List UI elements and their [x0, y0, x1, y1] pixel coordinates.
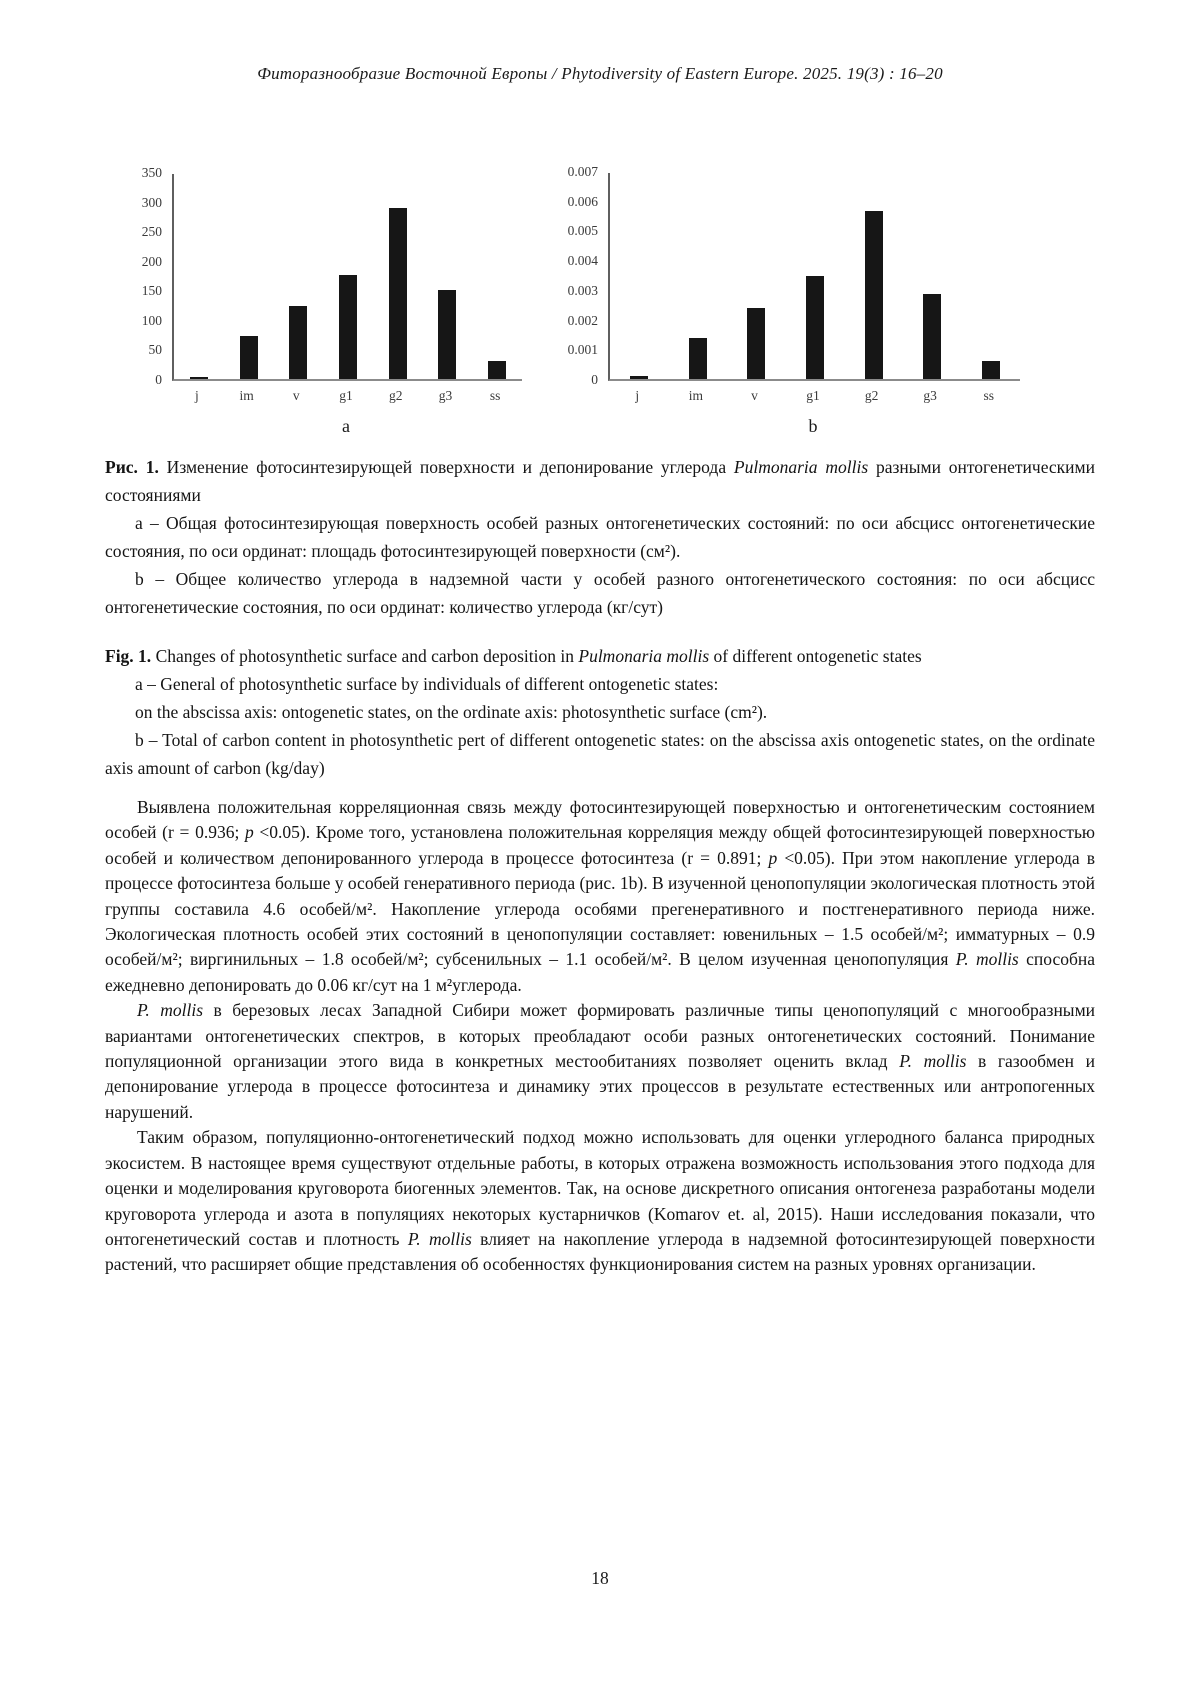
y-tick-label-150: 150: [141, 283, 162, 299]
x-tick-label-im: im: [239, 388, 254, 403]
x-tick-label-v: v: [292, 388, 300, 403]
bar-im: [240, 336, 258, 379]
bar-slot-g2: [844, 173, 903, 379]
bar-g2: [389, 208, 407, 379]
caption-ru-item-a: а – Общая фотосинтезирующая поверхность особей разных онтогенетических состояний: по оси абсцисс онтогенетические состояния, по оси ординат: площадь фотосинтезирующей поверхности (см²).: [105, 513, 1095, 561]
figure-caption-english: [105, 642, 1095, 782]
running-head: Фиторазнообразие Восточной Европы / Phytodiversity of Eastern Europe. 2025. 19(3) : 16–20: [257, 64, 943, 83]
bar-slot-ss: [472, 174, 522, 379]
bar-g3: [438, 290, 456, 379]
caption-en-item-b: b – Total of carbon content in photosynthetic pert of different ontogenetic states: on the abscissa axis ontogenetic states, on the ordinate axis amount of carbon (kg/day): [105, 730, 1095, 778]
bar-g1: [806, 276, 824, 379]
caption-ru-text: Изменение фотосинтезирующей поверхности и депонирование углерода: [158, 457, 734, 477]
x-tick-label-ss: ss: [983, 388, 995, 403]
y-tick-label-100: 100: [141, 312, 162, 328]
body-paragraph-1: [105, 795, 1095, 998]
x-tick-label-j: j: [635, 388, 640, 403]
y-tick-label-0.001: 0.001: [567, 342, 598, 358]
bar-slot-j: [610, 173, 669, 379]
body-paragraph-3: [105, 1125, 1095, 1277]
bar-j: [630, 376, 648, 379]
text-segment: <0.05). Кроме того, установлена положительная корреляция между общей фотосинтезирующей поверхностью особей и количеством депонированного углерода в процессе фотосинтеза (r = 0.891;: [105, 822, 1095, 868]
caption-en-item-a1: a – General of photosynthetic surface by individuals of different ontogenetic states:: [135, 674, 719, 694]
italic-text-segment: P. mollis: [407, 1228, 472, 1249]
bar-im: [689, 338, 707, 379]
text-segment: влияет на накопление углерода в надземной фотосинтезирующей поверхности растений, что расширяет общие представления об особенностях функционирования систем на разных уровнях организации.: [105, 1228, 1095, 1275]
figure-caption-russian: [105, 453, 1095, 621]
italic-text-segment: P. mollis: [899, 1051, 967, 1072]
x-tick-label-g2: g2: [388, 388, 403, 403]
italic-text-segment: p: [768, 847, 778, 868]
bar-slot-g3: [903, 173, 962, 379]
bar-g3: [923, 294, 941, 379]
chart-b-sublabel: b: [808, 416, 818, 436]
italic-text-segment: P. mollis: [955, 949, 1019, 970]
x-tick-label-g3: g3: [923, 388, 937, 403]
text-segment: Таким образом, популяционно-онтогенетический подход можно использовать для оценки углеродного баланса природных экосистем. В настоящее время существуют отдельные работы, в которых отражена возможность использования этого подхода для оценки и моделирования круговорота биогенных элементов. Так, на основе дискретного описания онтогенеза разработаны модели круговорота углерода и азота в популяциях некоторых кустарничков (Komarov et. al, 2015). Наши исследования показали, что онтогенетический состав и плотность: [105, 1127, 1095, 1249]
italic-text-segment: p: [245, 822, 254, 843]
y-tick-label-0.003: 0.003: [567, 282, 598, 298]
x-tick-label-g2: g2: [864, 388, 879, 403]
bar-ss: [982, 361, 1000, 379]
caption-ru-item-b: b – Общее количество углерода в надземной части у особей разного онтогенетического состояния: по оси абсцисс онтогенетические состояния, по оси ординат: количество углерода (кг/сут): [105, 569, 1095, 617]
bar-slot-im: [669, 173, 728, 379]
bar-slot-g1: [323, 174, 373, 379]
y-tick-label-350: 350: [141, 165, 162, 180]
y-tick-label-300: 300: [141, 194, 162, 210]
bar-slot-v: [273, 174, 323, 379]
x-tick-label-v: v: [751, 388, 758, 403]
y-tick-label-0: 0: [155, 372, 162, 387]
y-tick-label-0.007: 0.007: [567, 164, 598, 179]
italic-text-segment: P. mollis: [137, 1000, 204, 1021]
article-body: [105, 795, 1095, 1278]
x-tick-label-g1: g1: [806, 388, 820, 403]
chart-b-carbon-content: [540, 150, 1026, 450]
figure-1: [0, 150, 1200, 452]
caption-en-title: [105, 642, 1095, 670]
chart-a-x-axis: [172, 388, 520, 404]
bar-slot-v: [727, 173, 786, 379]
bar-slot-j: [174, 174, 224, 379]
text-segment: в газообмен и депонирование углерода в процессе фотосинтеза и динамику этих процессов в результате естественных или антропогенных нарушений.: [105, 1051, 1096, 1122]
y-tick-label-0: 0: [591, 372, 598, 387]
bar-g1: [339, 275, 357, 379]
species-name: Pulmonaria mollis: [733, 457, 869, 477]
x-tick-label-im: im: [688, 388, 703, 403]
text-segment: в березовых лесах Западной Сибири может формировать различные типы ценопопуляций с многообразными вариантами онтогенетических спектров, в которых преобладают особи разных онтогенетических состояний. Понимание популяционной организации этого вида в конкретных местообитаниях позволяет оценить вклад: [105, 1000, 1096, 1072]
chart-b-plot-area: [608, 173, 1020, 381]
y-tick-label-0.002: 0.002: [567, 312, 598, 328]
chart-a-plot-area: [172, 174, 522, 381]
y-tick-label-0.005: 0.005: [567, 223, 598, 239]
y-tick-label-0.004: 0.004: [567, 253, 598, 269]
text-segment: Выявлена положительная корреляционная связь между фотосинтезирующей поверхностью и онтогенетическим состоянием особей (r = 0.936;: [105, 797, 1095, 843]
chart-b-x-axis: [608, 388, 1018, 404]
chart-a-sublabel: a: [342, 416, 350, 436]
bar-v: [289, 306, 307, 379]
page-content: [105, 453, 1095, 1278]
page-number: 18: [591, 1568, 609, 1588]
bar-ss: [488, 361, 506, 379]
y-tick-label-50: 50: [148, 342, 162, 358]
caption-en-label: Fig. 1.: [105, 646, 152, 666]
caption-en-text-post: of different ontogenetic states: [709, 646, 922, 666]
bar-slot-im: [224, 174, 274, 379]
caption-en-text: Changes of photosynthetic surface and carbon deposition in: [151, 646, 579, 666]
y-tick-label-200: 200: [141, 253, 162, 269]
caption-ru-label: Рис. 1.: [105, 457, 159, 477]
text-segment: способна ежедневно депонировать до 0.06 кг/сут на 1 м²углерода.: [105, 949, 1096, 995]
body-paragraph-2: [105, 998, 1095, 1125]
x-tick-label-j: j: [194, 388, 199, 403]
bar-g2: [865, 211, 883, 379]
text-segment: <0.05). При этом накопление углерода в процессе фотосинтеза больше у особей генеративного периода (рис. 1b). В изученной ценопопуляции экологическая плотность этой группы составила 4.6 особей/м². Накопление углерода особями прегенеративного и постгенеративного периода ниже. Экологическая плотность особей этих состояний в ценопопуляции составляет: ювенильных – 1.5 особей/м²; имматурных – 0.9 особей/м²; виргинильных – 1.8 особей/м²; субсенильных – 1.1 особей/м². В целом изученная ценопопуляция: [105, 847, 1095, 970]
x-tick-label-g1: g1: [339, 388, 353, 403]
x-tick-label-ss: ss: [489, 388, 501, 403]
bar-slot-g1: [786, 173, 845, 379]
y-tick-label-0.006: 0.006: [567, 193, 598, 209]
caption-en-item-a2: on the abscissa axis: ontogenetic states, on the ordinate axis: photosynthetic surface (cm²).: [135, 702, 768, 722]
bar-slot-ss: [961, 173, 1020, 379]
species-name: Pulmonaria mollis: [578, 646, 710, 666]
y-tick-label-250: 250: [141, 224, 162, 240]
chart-a-photosynthetic-surface: [114, 150, 544, 450]
bar-v: [747, 308, 765, 379]
caption-ru-text-post: разными онтогенетическими состояниями: [105, 457, 1095, 505]
bar-slot-g3: [423, 174, 473, 379]
x-tick-label-g3: g3: [438, 388, 453, 403]
caption-ru-title: [105, 453, 1095, 509]
bar-slot-g2: [373, 174, 423, 379]
bar-j: [190, 377, 208, 379]
